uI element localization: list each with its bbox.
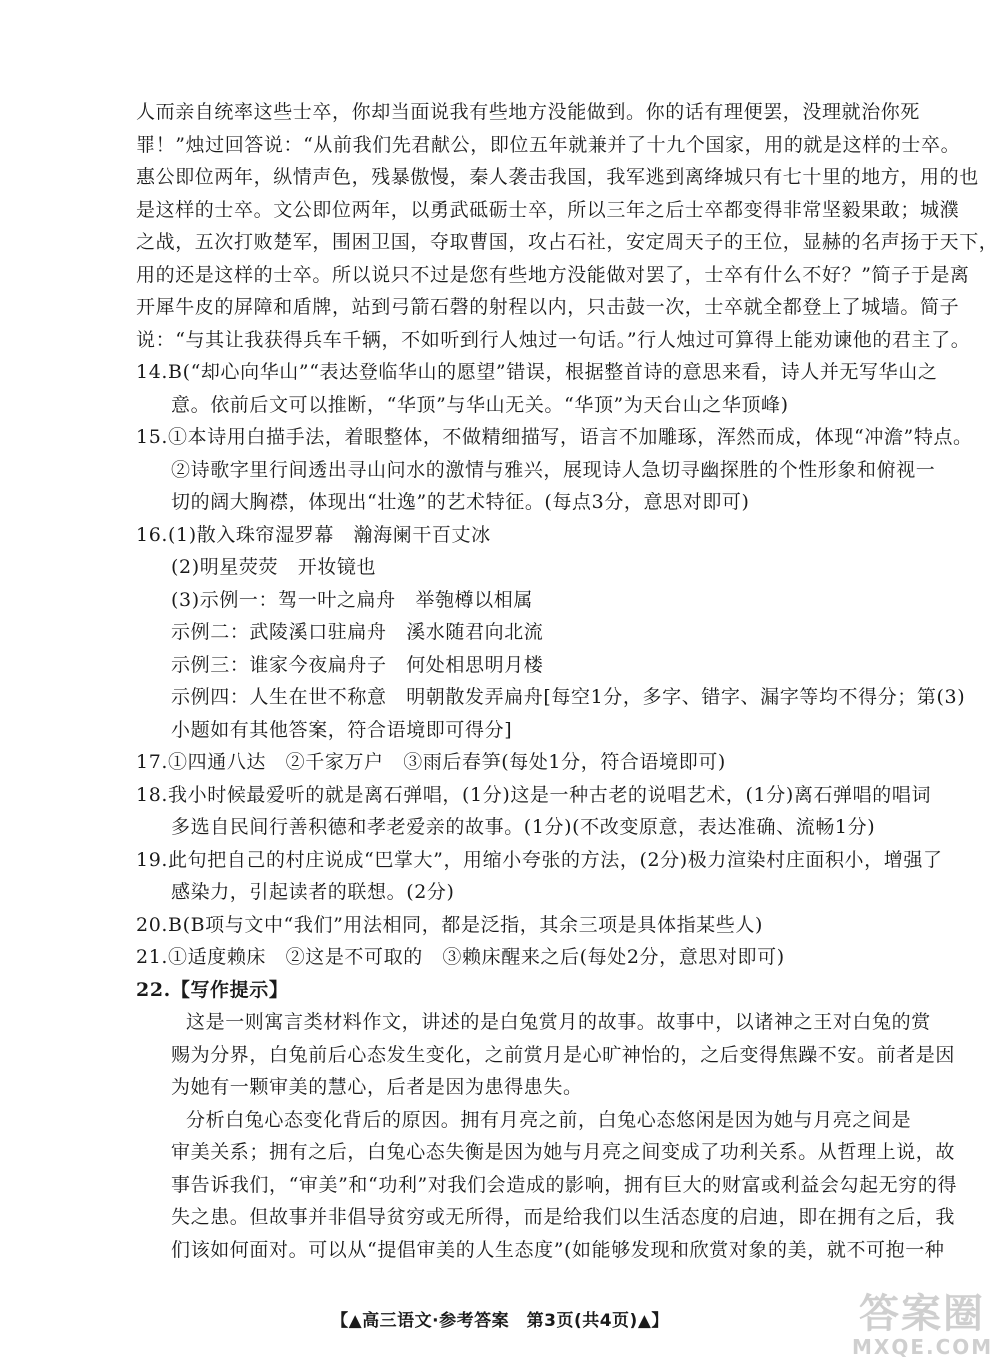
answer-16-line: 示例三：谁家今夜扁舟子 何处相思明月楼 — [171, 653, 544, 676]
text-line: 之战，五次打败楚军，围困卫国，夺取曹国，攻占石社，安定周天子的王位，显赫的名声扬于天下， — [136, 231, 999, 253]
text-line: 说：“与其让我获得兵车千辆，不如听到行人烛过一句话。”行人烛过可算得上能劝谏他的君主了。 — [136, 328, 971, 351]
essay-paragraph-line: 事告诉我们，“审美”和“功利”对我们会造成的影响，拥有巨大的财富或利益会勾起无穷的得 — [171, 1173, 958, 1196]
answer-16-line: (2)明星荧荧 开妆镜也 — [171, 556, 377, 578]
text-line: 是这样的士卒。文公即位两年，以勇武砥砺士卒，所以三年之后士卒都变得非常坚毅果敢；城濮 — [136, 198, 960, 221]
answer-16-line: 示例二：武陵溪口驻扁舟 溪水随君向北流 — [171, 621, 544, 643]
essay-paragraph-line: 分析白兔心态变化背后的原因。拥有月亮之前，白兔心态悠闲是因为她与月亮之间是 — [186, 1108, 912, 1131]
answer-14-line: 14.B(“却心向华山”“表达登临华山的愿望”错误，根据整首诗的意思来看，诗人并无写华山之 — [136, 361, 938, 383]
essay-paragraph-line: 们该如何面对。可以从“提倡审美的人生态度”(如能够发现和欣赏对象的美，就不可抱一种 — [171, 1238, 945, 1261]
answer-15-line: 切的阔大胸襟，体现出“壮逸”的艺术特征。(每点3分，意思对即可) — [171, 491, 750, 513]
essay-paragraph-line: 为她有一颗审美的慧心，后者是因为患得患失。 — [171, 1076, 583, 1098]
answer-19-line: 感染力，引起读者的联想。(2分) — [171, 881, 455, 903]
answer-14-line: 意。依前后文可以推断，“华顶”与华山无关。“华顶”为天台山之华顶峰) — [171, 393, 789, 416]
answer-22-heading: 22.【写作提示】 — [136, 978, 289, 1001]
answer-17-line: 17.①四通八达 ②千家万户 ③雨后春笋(每处1分，符合语境即可) — [136, 751, 726, 773]
answer-16-line: 示例四：人生在世不称意 明朝散发弄扁舟[每空1分，多字、错字、漏字等均不得分；第(3) — [171, 686, 966, 708]
answer-20-line: 20.B(B项与文中“我们”用法相同，都是泛指，其余三项是具体指某些人) — [136, 913, 763, 936]
answer-16-line: (3)示例一：驾一叶之扁舟 举匏樽以相属 — [171, 588, 533, 611]
watermark-top-text: 答案圈 — [859, 1291, 985, 1337]
text-line: 人而亲自统率这些士卒，你却当面说我有些地方没能做到。你的话有理便罢，没理就治你死 — [136, 101, 921, 123]
answer-15-line: ②诗歌字里行间透出寻山问水的激情与雅兴，展现诗人急切寻幽探胜的个性形象和俯视一 — [171, 458, 936, 481]
answer-18-line: 18.我小时候最爱听的就是离石弹唱，(1分)这是一种古老的说唱艺术，(1分)离石弹唱的唱词 — [136, 783, 932, 806]
text-line: 惠公即位两年，纵情声色，残暴傲慢，秦人袭击我国，我军逃到离绛城只有七十里的地方，用的也 — [136, 166, 979, 188]
answer-16-line: 小题如有其他答案，符合语境即可得分] — [171, 718, 513, 741]
essay-paragraph-line: 赐为分界，白兔前后心态发生变化，之前赏月是心旷神怡的，之后变得焦躁不安。前者是因 — [171, 1043, 956, 1066]
answer-19-line: 19.此句把自己的村庄说成“巴掌大”，用缩小夸张的方法，(2分)极力渲染村庄面积小，增强了 — [136, 848, 943, 871]
essay-paragraph-line: 审美关系；拥有之后，白兔心态失衡是因为她与月亮之间变成了功利关系。从哲理上说，故 — [171, 1141, 956, 1163]
essay-paragraph-line: 这是一则寓言类材料作文，讲述的是白兔赏月的故事。故事中，以诸神之王对白兔的赏 — [186, 1011, 931, 1033]
watermark-bottom-text: MXQE.COM — [852, 1335, 994, 1359]
essay-paragraph-line: 失之患。但故事并非倡导贫穷或无所得，而是给我们以生活态度的启迪，即在拥有之后，我 — [171, 1206, 956, 1228]
answer-18-line: 多选自民间行善积德和孝老爱亲的故事。(1分)(不改变原意，表达准确、流畅1分) — [171, 816, 876, 838]
page-footer: 【▲高三语文·参考答案 第3页(共4页)▲】 — [331, 1311, 669, 1331]
watermark-logo — [852, 1292, 992, 1362]
text-line: 罪！”烛过回答说：“从前我们先君献公，即位五年就兼并了十九个国家，用的就是这样的士卒。 — [136, 133, 961, 156]
text-line: 用的还是这样的士卒。所以说只不过是您有些地方没能做对罢了，士卒有什么不好？”简子于是离 — [136, 263, 970, 286]
answer-16-line: 16.(1)散入珠帘湿罗幕 瀚海阑干百丈冰 — [136, 523, 491, 546]
answer-21-line: 21.①适度赖床 ②这是不可取的 ③赖床醒来之后(每处2分，意思对即可) — [136, 946, 785, 968]
text-line: 开犀牛皮的屏障和盾牌，站到弓箭石磬的射程以内，只击鼓一次，士卒就全都登上了城墙。简子 — [136, 296, 960, 318]
answer-15-line: 15.①本诗用白描手法，着眼整体，不做精细描写，语言不加雕琢，浑然而成，体现“冲澹”特点。 — [136, 426, 973, 448]
